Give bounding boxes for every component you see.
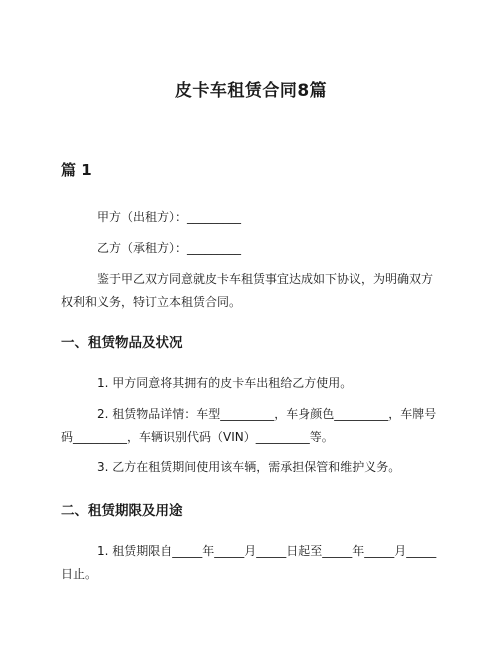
intro-paragraph: 鉴于甲乙双方同意就皮卡车租赁事宜达成如下协议，为明确双方权利和义务，特订立本租赁合同。 [61,272,434,309]
document-title: 皮卡车租赁合同8篇 [174,81,328,101]
clause-2-1: 1. 租赁期限自_____年_____月_____日起至_____年_____月_____日止。 [61,544,437,581]
party-b-line: 乙方（承租方）：_________ [97,241,242,255]
clause-1-3: 3. 乙方在租赁期间使用该车辆，需承担保管和维护义务。 [97,460,401,474]
clause-1-1: 1. 甲方同意将其拥有的皮卡车出租给乙方使用。 [97,376,353,390]
clause-1-2: 2. 租赁物品详情：车型_________，车身颜色_________，车牌号码_________，车辆识别代码（VIN）_________等。 [61,407,437,444]
heading-rental-item: 一、租赁物品及状况 [61,335,183,351]
section-heading: 篇 1 [61,161,92,179]
heading-rental-term: 二、租赁期限及用途 [61,503,183,519]
party-a-line: 甲方（出租方）：_________ [97,210,242,224]
